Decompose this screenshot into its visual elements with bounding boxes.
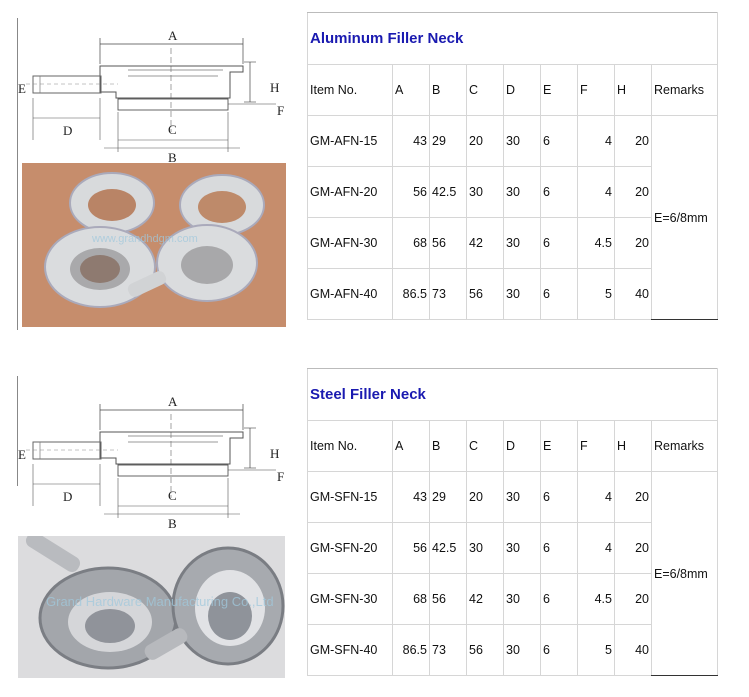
dim-label-d: D [63,489,73,504]
cell-remarks: E=6/8mm [652,472,718,676]
cell-d: 30 [504,269,541,320]
cell-a: 68 [393,574,430,625]
header-f: F [578,65,615,116]
header-item-no: Item No. [308,421,393,472]
cell-f: 5 [578,625,615,676]
header-b: B [430,65,467,116]
header-h: H [615,421,652,472]
cell-b: 29 [430,472,467,523]
aluminum-filler-neck-section [0,0,749,340]
cell-e: 6 [541,625,578,676]
cell-h: 20 [615,523,652,574]
dim-label-e: E [18,447,26,462]
cell-item-no: GM-AFN-30 [308,218,393,269]
cell-b: 42.5 [430,523,467,574]
table-title-text: Steel Filler Neck [310,386,426,403]
dim-label-f: F [277,103,285,118]
header-a: A [393,65,430,116]
table-header-row [308,65,718,116]
cell-b: 29 [430,116,467,167]
cell-d: 30 [504,523,541,574]
cell-a: 68 [393,218,430,269]
cell-h: 40 [615,625,652,676]
cell-c: 30 [467,167,504,218]
cell-f: 4.5 [578,218,615,269]
cell-c: 56 [467,269,504,320]
dim-label-f: F [277,469,285,484]
cell-d: 30 [504,472,541,523]
header-a: A [393,421,430,472]
aluminum-filler-necks-image [22,163,286,327]
cell-d: 30 [504,574,541,625]
cell-f: 4.5 [578,574,615,625]
technical-drawing [18,388,286,528]
cell-f: 4 [578,472,615,523]
dim-label-b: B [168,516,177,528]
cell-e: 6 [541,472,578,523]
header-remarks: Remarks [652,65,718,116]
spec-table [307,12,718,320]
watermark-text: Grand Hardware Manufacturing Co.,Ltd [46,594,274,609]
cell-a: 43 [393,472,430,523]
cell-item-no: GM-AFN-20 [308,167,393,218]
cell-c: 20 [467,116,504,167]
cell-f: 5 [578,269,615,320]
cell-h: 20 [615,116,652,167]
dim-label-e: E [18,81,26,96]
cell-b: 42.5 [430,167,467,218]
cell-c: 42 [467,574,504,625]
cell-b: 73 [430,269,467,320]
dim-label-c: C [168,122,177,137]
product-photo [22,163,286,327]
cell-c: 20 [467,472,504,523]
cell-c: 30 [467,523,504,574]
cell-e: 6 [541,574,578,625]
cell-item-no: GM-SFN-30 [308,574,393,625]
cell-a: 43 [393,116,430,167]
dim-label-d: D [63,123,73,138]
cell-a: 56 [393,167,430,218]
header-e: E [541,421,578,472]
header-remarks: Remarks [652,421,718,472]
cell-a: 86.5 [393,625,430,676]
header-e: E [541,65,578,116]
dim-label-a: A [168,394,178,409]
header-c: C [467,65,504,116]
cell-h: 20 [615,218,652,269]
cell-f: 4 [578,167,615,218]
cell-e: 6 [541,218,578,269]
spec-table [307,368,718,676]
cell-b: 56 [430,218,467,269]
cell-item-no: GM-AFN-15 [308,116,393,167]
table-row [308,472,718,523]
cell-item-no: GM-SFN-40 [308,625,393,676]
cell-c: 42 [467,218,504,269]
dim-label-h: H [270,446,280,461]
cell-e: 6 [541,269,578,320]
cell-e: 6 [541,116,578,167]
cell-h: 20 [615,574,652,625]
cell-e: 6 [541,167,578,218]
cell-h: 40 [615,269,652,320]
cell-b: 56 [430,574,467,625]
cell-item-no: GM-SFN-20 [308,523,393,574]
watermark-text: www.grandhdgm.com [92,233,198,245]
cell-item-no: GM-SFN-15 [308,472,393,523]
cell-f: 4 [578,523,615,574]
cell-d: 30 [504,167,541,218]
cell-item-no: GM-AFN-40 [308,269,393,320]
steel-filler-neck-section [0,356,749,697]
cell-d: 30 [504,625,541,676]
cell-f: 4 [578,116,615,167]
header-h: H [615,65,652,116]
table-title [308,13,718,65]
cell-e: 6 [541,523,578,574]
cell-b: 73 [430,625,467,676]
dim-label-a: A [168,28,178,43]
dim-label-c: C [168,488,177,503]
cell-h: 20 [615,472,652,523]
header-item-no: Item No. [308,65,393,116]
cell-a: 56 [393,523,430,574]
cell-a: 86.5 [393,269,430,320]
header-d: D [504,421,541,472]
table-row [308,116,718,167]
header-d: D [504,65,541,116]
table-title [308,369,718,421]
cell-d: 30 [504,116,541,167]
dim-label-h: H [270,80,280,95]
cell-d: 30 [504,218,541,269]
product-photo [18,536,285,678]
header-f: F [578,421,615,472]
table-header-row [308,421,718,472]
header-c: C [467,421,504,472]
dim-label-b: B [168,150,177,162]
technical-drawing [18,22,286,162]
cell-remarks: E=6/8mm [652,116,718,320]
header-b: B [430,421,467,472]
cell-h: 20 [615,167,652,218]
table-title-text: Aluminum Filler Neck [310,30,464,47]
cell-c: 56 [467,625,504,676]
